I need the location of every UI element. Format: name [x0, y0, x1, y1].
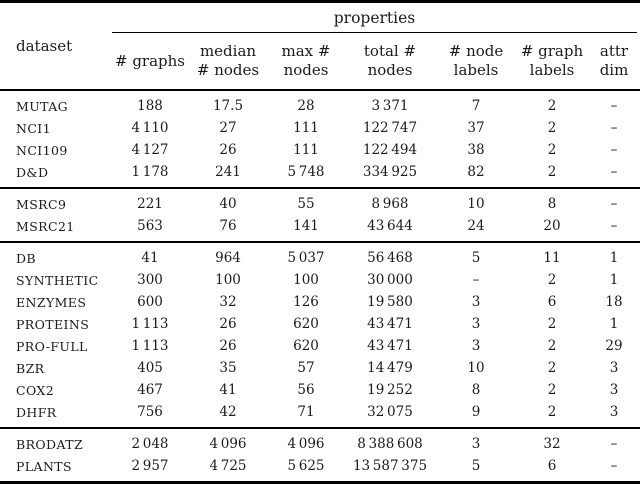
column-header-max-nodes — [268, 33, 344, 89]
value-cell: 27 — [219, 120, 237, 136]
value-cell: 3 — [471, 294, 481, 310]
table-group-4 — [0, 427, 640, 481]
value-cell: 6 — [547, 458, 557, 474]
table-row — [0, 379, 640, 401]
value-cell: 56 468 — [367, 250, 413, 266]
value-cell: 221 — [137, 196, 163, 212]
value-cell: 3 — [471, 338, 481, 354]
header-line: # node — [448, 42, 504, 60]
value-cell: 4 096 — [287, 436, 325, 452]
value-cell: 26 — [219, 338, 237, 354]
value-cell: 3 — [471, 436, 481, 452]
value-cell: 4 127 — [131, 142, 169, 158]
value-cell: 600 — [137, 294, 163, 310]
value-cell: 6 — [547, 294, 557, 310]
value-cell: 3 — [471, 316, 481, 332]
value-cell: 241 — [215, 164, 241, 180]
header-line: attr — [599, 42, 629, 60]
header-line: nodes — [283, 61, 329, 79]
header-line: nodes — [367, 61, 413, 79]
dataset-name-cell: PLANTS — [16, 458, 72, 474]
column-header-dataset: dataset — [16, 37, 73, 55]
dataset-name-cell: PRO-FULL — [16, 338, 88, 354]
value-cell: 9 — [471, 404, 481, 420]
value-cell: 141 — [293, 218, 319, 234]
value-cell: 57 — [297, 360, 315, 376]
value-cell: 19 252 — [367, 382, 413, 398]
dataset-name-cell: ENZYMES — [16, 294, 87, 310]
dataset-name-cell: BRODATZ — [16, 436, 84, 452]
value-cell: 620 — [293, 338, 319, 354]
table-row — [0, 401, 640, 423]
value-cell: 55 — [297, 196, 315, 212]
value-cell: – — [610, 458, 618, 474]
value-cell: 11 — [543, 250, 561, 266]
header-line: total # — [363, 42, 417, 60]
value-cell: 7 — [471, 98, 481, 114]
value-cell: 24 — [467, 218, 485, 234]
value-cell: – — [610, 196, 618, 212]
value-cell: 100 — [215, 272, 241, 288]
header-line: labels — [453, 61, 499, 79]
dataset-name-cell: NCI109 — [16, 142, 68, 158]
value-cell: 2 — [547, 164, 557, 180]
value-cell: 100 — [293, 272, 319, 288]
value-cell: 32 — [219, 294, 237, 310]
value-cell: 5 037 — [287, 250, 325, 266]
properties-spanner-label: properties — [333, 8, 416, 27]
value-cell: 111 — [293, 142, 319, 158]
value-cell: 20 — [543, 218, 561, 234]
dataset-name-cell: PROTEINS — [16, 316, 90, 332]
value-cell: 8 968 — [371, 196, 409, 212]
value-cell: – — [610, 98, 618, 114]
header-line: # graphs — [114, 51, 185, 70]
value-cell: 756 — [137, 404, 163, 420]
value-cell: 2 — [547, 272, 557, 288]
value-cell: 2 — [547, 404, 557, 420]
value-cell: 126 — [293, 294, 319, 310]
value-cell: 620 — [293, 316, 319, 332]
value-cell: 14 479 — [367, 360, 413, 376]
value-cell: 122 494 — [362, 142, 418, 158]
value-cell: 4 110 — [131, 120, 169, 136]
dataset-name-cell: BZR — [16, 360, 45, 376]
dataset-name-cell: DB — [16, 250, 37, 266]
value-cell: 1 — [609, 272, 619, 288]
value-cell: 42 — [219, 404, 237, 420]
value-cell: 26 — [219, 142, 237, 158]
value-cell: 56 — [297, 382, 315, 398]
dataset-name-cell: MSRC9 — [16, 196, 67, 212]
value-cell: 37 — [467, 120, 485, 136]
table-row — [0, 247, 640, 269]
column-header-node-labels — [436, 33, 516, 89]
value-cell: 5 — [471, 458, 481, 474]
dataset-name-cell: MUTAG — [16, 98, 68, 114]
value-cell: 76 — [219, 218, 237, 234]
value-cell: 467 — [137, 382, 163, 398]
value-cell: 3 — [609, 404, 619, 420]
value-cell: 2 — [547, 316, 557, 332]
value-cell: 8 388 608 — [357, 436, 423, 452]
value-cell: 2 — [547, 338, 557, 354]
header-line: max # — [281, 42, 331, 60]
value-cell: 405 — [137, 360, 163, 376]
value-cell: – — [610, 142, 618, 158]
value-cell: 41 — [141, 250, 159, 266]
value-cell: 1 178 — [131, 164, 169, 180]
value-cell: 5 625 — [287, 458, 325, 474]
header-line: median — [199, 42, 257, 60]
dataset-name-cell: D&D — [16, 164, 49, 180]
table-row — [0, 193, 640, 215]
table-row — [0, 95, 640, 117]
table-row — [0, 455, 640, 477]
column-header-median-nodes — [188, 33, 268, 89]
value-cell: 38 — [467, 142, 485, 158]
dataset-name-cell: NCI1 — [16, 120, 51, 136]
table-row — [0, 215, 640, 237]
value-cell: 8 — [547, 196, 557, 212]
dataset-name-cell: COX2 — [16, 382, 55, 398]
table-row — [0, 357, 640, 379]
value-cell: 35 — [219, 360, 237, 376]
value-cell: 188 — [137, 98, 163, 114]
value-cell: 29 — [605, 338, 623, 354]
value-cell: 5 748 — [287, 164, 325, 180]
value-cell: 43 644 — [367, 218, 413, 234]
table-row — [0, 139, 640, 161]
value-cell: 28 — [297, 98, 315, 114]
table-group-3 — [0, 241, 640, 427]
properties-spanner — [112, 3, 637, 33]
value-cell: 4 725 — [209, 458, 247, 474]
value-cell: 1 — [609, 316, 619, 332]
value-cell: 3 — [609, 360, 619, 376]
value-cell: 71 — [297, 404, 315, 420]
value-cell: 30 000 — [367, 272, 413, 288]
table-row — [0, 161, 640, 183]
value-cell: 8 — [471, 382, 481, 398]
value-cell: 82 — [467, 164, 485, 180]
value-cell: 32 — [543, 436, 561, 452]
value-cell: 334 925 — [362, 164, 418, 180]
value-cell: 40 — [219, 196, 237, 212]
value-cell: – — [610, 436, 618, 452]
header-line: dim — [599, 61, 629, 79]
value-cell: 1 113 — [131, 316, 169, 332]
value-cell: 2 957 — [131, 458, 169, 474]
value-cell: 2 — [547, 360, 557, 376]
value-cell: 563 — [137, 218, 163, 234]
value-cell: 2 — [547, 382, 557, 398]
table-group-1 — [0, 91, 640, 187]
table-row — [0, 433, 640, 455]
value-cell: 2 — [547, 142, 557, 158]
column-header-attr-dim — [588, 33, 640, 89]
value-cell: 964 — [215, 250, 241, 266]
column-header-graph-labels — [516, 33, 588, 89]
value-cell: 2 048 — [131, 436, 169, 452]
value-cell: 5 — [471, 250, 481, 266]
value-cell: 300 — [137, 272, 163, 288]
value-cell: 32 075 — [367, 404, 413, 420]
table-row — [0, 291, 640, 313]
value-cell: 18 — [605, 294, 623, 310]
value-cell: 19 580 — [367, 294, 413, 310]
column-header-num-graphs — [112, 33, 188, 89]
header-line: labels — [529, 61, 575, 79]
value-cell: 1 — [609, 250, 619, 266]
table-row — [0, 269, 640, 291]
dataset-name-cell: DHFR — [16, 404, 57, 420]
table-group-2 — [0, 187, 640, 241]
value-cell: 2 — [547, 120, 557, 136]
value-cell: 2 — [547, 98, 557, 114]
value-cell: 3 371 — [371, 98, 409, 114]
value-cell: 3 — [609, 382, 619, 398]
value-cell: 4 096 — [209, 436, 247, 452]
value-cell: 1 113 — [131, 338, 169, 354]
column-header-total-nodes — [344, 33, 436, 89]
header-line: # nodes — [196, 61, 260, 79]
value-cell: 41 — [219, 382, 237, 398]
value-cell: 10 — [467, 360, 485, 376]
table-header — [0, 3, 640, 91]
table-row — [0, 335, 640, 357]
value-cell: – — [472, 272, 480, 288]
value-cell: 17.5 — [212, 98, 244, 114]
value-cell: 43 471 — [367, 338, 413, 354]
table-row — [0, 117, 640, 139]
table-row — [0, 313, 640, 335]
value-cell: 13 587 375 — [352, 458, 428, 474]
dataset-name-cell: MSRC21 — [16, 218, 75, 234]
dataset-name-cell: SYNTHETIC — [16, 272, 99, 288]
value-cell: 122 747 — [362, 120, 418, 136]
value-cell: 111 — [293, 120, 319, 136]
header-line: # graph — [520, 42, 584, 60]
table-body — [0, 91, 640, 481]
value-cell: – — [610, 120, 618, 136]
value-cell: 26 — [219, 316, 237, 332]
value-cell: 43 471 — [367, 316, 413, 332]
value-cell: – — [610, 164, 618, 180]
value-cell: – — [610, 218, 618, 234]
value-cell: 10 — [467, 196, 485, 212]
